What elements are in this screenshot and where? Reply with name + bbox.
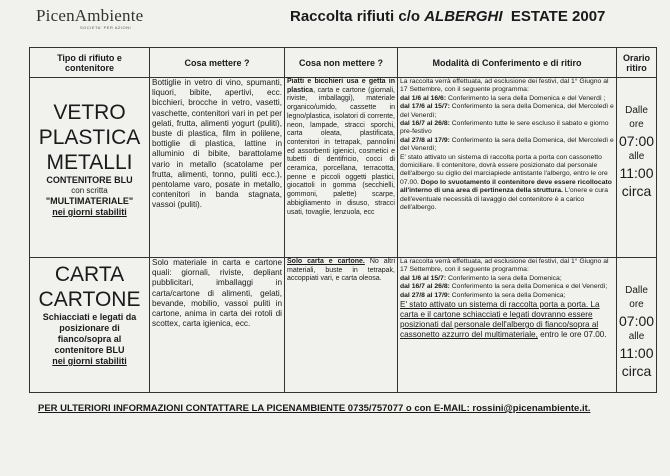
category-cell: VETRO PLASTICA METALLI CONTENITORE BLU con scritta "MULTIMATERIALE" nei giorni stabiliti [30,78,150,258]
container-instructions: Schiacciati e legati da posizionare di fianco/sopra al contenitore BLU [42,312,137,355]
table-row [30,258,657,393]
col-header-not-put: Cosa non mettere ? [285,48,398,78]
col-header-time: Orario ritiro [617,48,657,78]
put-cell: Solo materiale in carta e cartone quali: giornali, riviste, depliant pubblicitari, imballaggi in carta/cartone di alimenti, gelati, bevande, mobilio, vassoi puliti in cartone, anima in carta dei rotoli di scottex, carta igienica, ecc. [150,258,285,393]
not-put-cell: Solo carta e cartone. No altri materiali, buste in tetrapak, accoppiati vari, e carta oleosa. [285,258,398,393]
col-header-put: Cosa mettere ? [150,48,285,78]
footer-contact: PER ULTERIORI INFORMAZIONI CONTATTARE LA PICENAMBIENTE 0735/757077 o con E-MAIL: rossini@picenambiente.it. [38,403,591,414]
days-label: nei giorni stabiliti [52,207,127,217]
waste-collection-table [29,47,657,393]
mode-cell: La raccolta verrà effettuata, ad esclusione dei festivi, dal 1° Giugno al 17 Settembre, con il seguente programma: dal 1/6 al 15/7: Conferimento la sera della Domenica; dal 16/7 al 26/8: Conferimento la sera della Domenica e del Venerdì; dal 27/8 al 17/9: Conferimento la sera della Domenica; E' stato attivato un sistema di raccolta porta a porta. La carta e il cartone schiacciati e legati dovranno essere posizionati dal personale dell'albergo di fianco/sopra al cassonetto azzurro del multimateriale, entro le ore 07.00. [398,258,617,393]
days-label: nei giorni stabiliti [52,356,127,366]
table-header-row [30,48,657,78]
time-cell: Dalle ore 07:00 alle 11:00 circa [617,78,657,258]
col-header-type: Tipo di rifiuto e contenitore [30,48,150,78]
container-label: CONTENITORE BLU [46,175,133,185]
logo-subtitle: SOCIETA' PER AZIONI [80,25,132,30]
page-title: Raccolta rifiuti c/o ALBERGHI ESTATE 2007 [290,8,606,25]
company-logo [36,6,156,32]
logo-text: PicenAmbiente [36,6,144,25]
mode-cell: La raccolta verrà effettuata, ad esclusione dei festivi, dal 1° Giugno al 17 Settembre, con il seguente programma: dal 1/6 al 16/6: Conferimento la sera della Domenica e del Venerdì ; dal 17/6 al 15/7: Conferimento la sera della Domenica, del Mercoledì e del Venerdì; dal 16/7 al 26/8: Conferimento tutte le sere escluso il sabato e giorno pre-festivo dal 27/8 al 17/9: Conferimento la sera della Domenica, del Mercoledì e del Venerdì; E' stato attivato un sistema di raccolta porta a porta con cassonetto domiciliare. Il contenitore, dovrà essere posizionato dal personale dell'albergo su ciglio del marciapiede antistante l'albergo, entro le ore 07.00. Dopo lo svuotamento il contenitore deve essere ricollocato all'interno di una area di pertinenza della struttura. L'onere e cura dell'eventuale necessità di lavaggio del contenitore è a carico dell'albergo. [398,78,617,258]
time-cell: Dalle ore 07:00 alle 11:00 circa [617,258,657,393]
put-cell: Bottiglie in vetro di vino, spumanti, liquori, bibite, apertivi, ecc. bicchieri, brocche in vetro, vasetti, vaschette, contenitori vari in pet per gelati, frutta, alimenti yogurt (puliti), buste di plastica, film in polilene, bottiglie di plastica, lattine in alluminio di bibite, barattolame vario in metallo (scatolame per frutta, alimenti, tonno, puliti ecc.), pentolame varo, posate in metallo, contenitori in banda stagnata, vassoi (puliti). [150,78,285,258]
category-cell: CARTA CARTONE Schiacciati e legati da posizionare di fianco/sopra al contenitore BLU nei giorni stabiliti [30,258,150,393]
not-put-cell: Piatti e bicchieri usa e getta in plastica, carta e cartone (giornali, riviste, imballaggi), materiale organico/umido, cassette in legno/plastica, isolatori di corrente, neon, lampade, stracci sporchi, carta oleata, plastificata, contenitori in tetrapak, pannolini ed assorbenti igienici, cosmetici e tubetti di dentifricio, cocci di ceramica, porcellana, terracotta, penne e piccoli oggetti plastici, giocattoli in gomma (secchielli, gommoni, palette) scarpe, abbigliamento in disuso, stracci usati, tovaglie, lenzuola, ecc [285,78,398,258]
table-row [30,78,657,258]
col-header-mode: Modalità di Conferimento e di ritiro [398,48,617,78]
